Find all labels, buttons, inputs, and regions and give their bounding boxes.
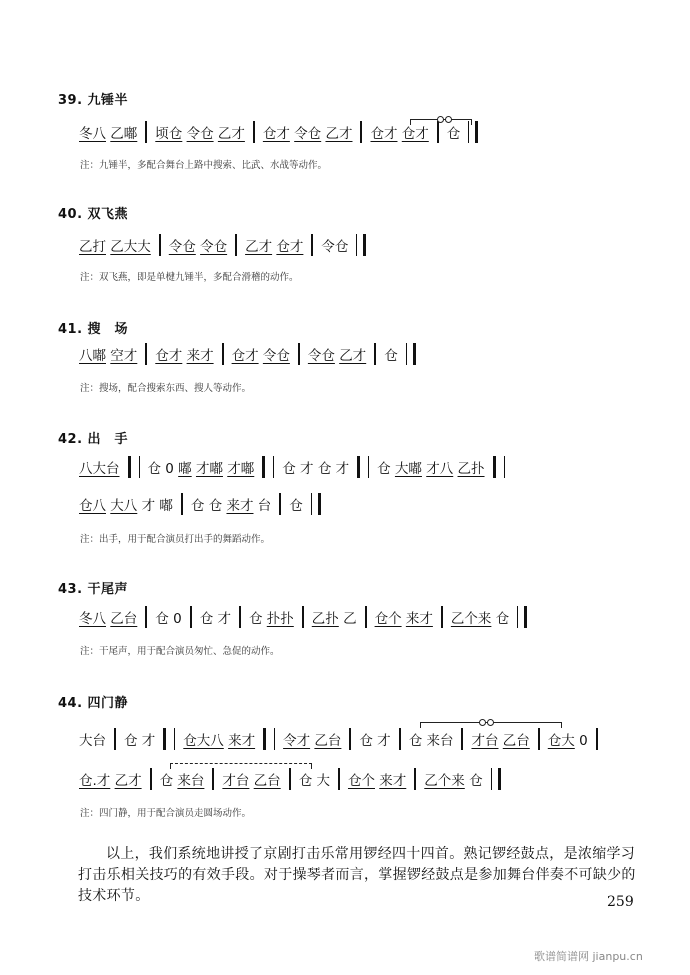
section-title-43: 43. 干尾声 [58, 582, 129, 597]
measure: 仓 大 [298, 773, 330, 789]
note-44: 注：四门静，用于配合演员走圆场动作。 [80, 808, 252, 819]
measure: 仓才 令仓 乙才 [262, 126, 353, 142]
measure: 才台 乙台 [222, 773, 281, 789]
repeat-barline [262, 456, 274, 478]
note-39: 注：九锤半，多配合舞台上路中搜索、比武、水战等动作。 [80, 160, 328, 171]
barline [441, 606, 443, 628]
barline [289, 768, 291, 790]
measure: 仓才 来才 [155, 348, 214, 364]
score-line-42b [74, 493, 324, 515]
end-barline [517, 606, 527, 628]
measure: 仓 才 [199, 611, 231, 627]
note-41: 注：搜场，配合搜索东西、搜人等动作。 [80, 383, 252, 394]
tie-bracket [420, 722, 562, 728]
barline [414, 768, 416, 790]
tie-bracket [170, 763, 312, 769]
measure: 仓 才 [359, 733, 391, 749]
measure: 仓 仓 来才 台 [190, 498, 272, 514]
barline [538, 728, 540, 750]
end-barline [406, 343, 416, 365]
measure: 仓 0 嘟 才嘟 才嘟 [147, 461, 255, 477]
measure: 仓 [384, 348, 398, 364]
measure: 令仓 令仓 [168, 239, 228, 255]
measure: 乙个来 仓 [450, 611, 510, 627]
end-barline [491, 768, 501, 790]
measure: 仓 才 [124, 733, 156, 749]
measure: 仓.才 乙才 [79, 773, 142, 789]
measure: 乙个来 仓 [424, 773, 483, 789]
repeat-barline [128, 456, 140, 478]
barline [150, 768, 152, 790]
measure: 仓 来台 [408, 733, 454, 749]
barline [279, 493, 281, 515]
measure: 令才 乙台 [283, 733, 342, 749]
barline [235, 234, 237, 256]
repeat-barline [263, 728, 275, 750]
watermark: 歌谱简谱网 jianpu.cn [534, 950, 643, 963]
body-paragraph: 以上，我们系统地讲授了京剧打击乐常用锣经四十四首。熟记锣经鼓点，是浓缩学习打击乐相关技巧的有效手段。对于操琴者而言，掌握锣经鼓点是参加舞台伴奏不可缺少的技术环节。 [78, 846, 636, 904]
measure: 仓才 令仓 [231, 348, 290, 364]
note-40: 注：双飞燕，即是单楗九锤半，多配合滑稽的动作。 [80, 272, 299, 283]
barline [461, 728, 463, 750]
barline [338, 768, 340, 790]
repeat-barline [357, 456, 369, 478]
measure: 仓大八 来才 [183, 733, 256, 749]
barline [360, 121, 362, 143]
repeat-barline [163, 728, 175, 750]
note-43: 注：干尾声，用于配合演员匆忙、急促的动作。 [80, 646, 280, 657]
barline [114, 728, 116, 750]
measure: 乙打 乙大大 [79, 239, 151, 255]
measure: 仓 [446, 126, 461, 142]
measure: 令仓 乙才 [307, 348, 367, 364]
measure: 仓 大嘟 才八 乙扑 [377, 461, 485, 477]
measure: 冬八 乙台 [79, 611, 138, 627]
measure: 令仓 [321, 239, 349, 255]
section-title-40: 40. 双飞燕 [58, 207, 129, 222]
repeat-barline [493, 456, 505, 478]
barline [311, 234, 313, 256]
barline [239, 606, 241, 628]
barline [159, 234, 161, 256]
barline [365, 606, 367, 628]
measure: 乙才 仓才 [245, 239, 304, 255]
barline [181, 493, 183, 515]
measure: 仓 来台 [159, 773, 205, 789]
score-line-44a [74, 728, 601, 750]
barline [222, 343, 224, 365]
end-barline [356, 234, 366, 256]
barline [349, 728, 351, 750]
barline [253, 121, 255, 143]
barline [302, 606, 304, 628]
section-title-39: 39. 九锤半 [58, 93, 129, 108]
barline [212, 768, 214, 790]
measure: 大台 [79, 733, 106, 749]
measure: 仓个 来才 [374, 611, 433, 627]
end-barline [311, 493, 321, 515]
measure: 顷仓 令仓 乙才 [155, 126, 245, 142]
tie-bracket [410, 119, 472, 125]
barline [374, 343, 376, 365]
score-line-40 [74, 234, 369, 256]
measure: 仓 [289, 498, 303, 514]
measure: 仓才 仓才 [370, 126, 429, 142]
measure: 才台 乙台 [471, 733, 530, 749]
section-title-44: 44. 四门静 [58, 696, 129, 711]
note-42: 注：出手，用于配合演员打出手的舞蹈动作。 [80, 534, 271, 545]
barline [298, 343, 300, 365]
page-number: 259 [607, 894, 634, 910]
score-line-41 [74, 343, 419, 365]
score-line-44b [74, 768, 504, 790]
measure: 乙扑 乙 [311, 611, 357, 627]
score-line-43 [74, 606, 530, 628]
barline [145, 606, 147, 628]
measure: 冬八 乙嘟 [79, 126, 138, 142]
measure: 仓 扑扑 [248, 611, 294, 627]
barline [145, 343, 147, 365]
section-title-41: 41. 搜 场 [58, 322, 129, 337]
measure: 八嘟 空才 [79, 348, 138, 364]
section-title-42: 42. 出 手 [58, 432, 129, 447]
measure: 仓 0 [155, 611, 182, 627]
measure: 仓八 大八 才 嘟 [79, 498, 173, 514]
measure: 八大台 [79, 461, 120, 477]
barline [596, 728, 598, 750]
barline [399, 728, 401, 750]
barline [145, 121, 147, 143]
measure: 仓 才 仓 才 [282, 461, 350, 477]
measure: 仓大 0 [547, 733, 588, 749]
score-line-42a [74, 456, 508, 478]
measure: 仓个 来才 [347, 773, 407, 789]
barline [190, 606, 192, 628]
